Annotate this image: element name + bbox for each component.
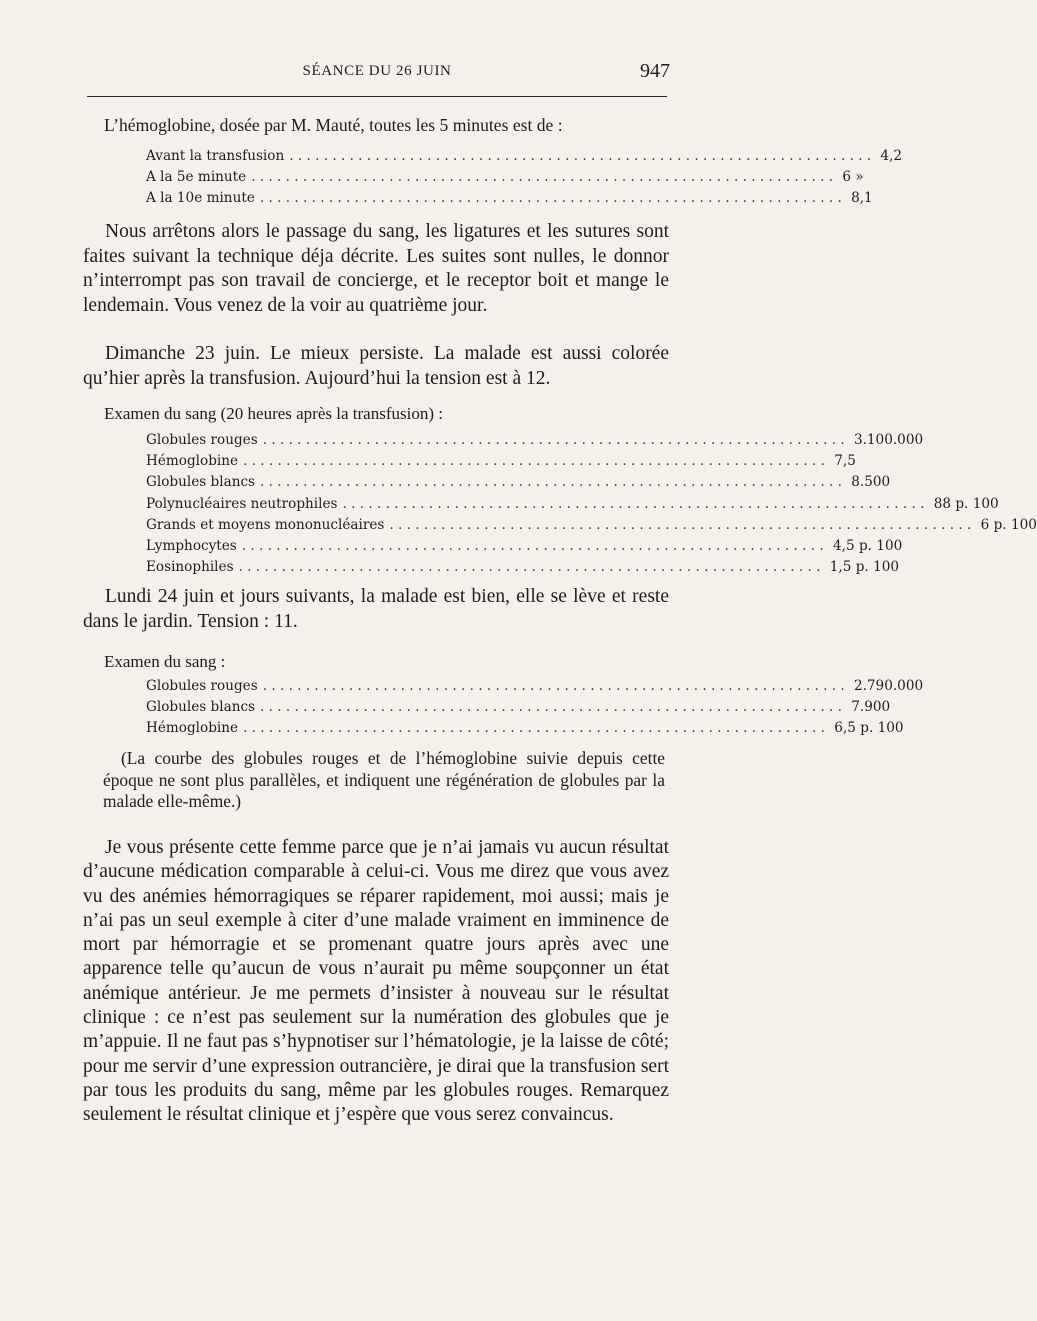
row-label: Globules rouges [146, 678, 258, 694]
leader-dots: .................................................................... [389, 516, 976, 533]
row-value: 4,5 p. 100 [833, 537, 903, 554]
leader-dots: .................................................................... [262, 678, 849, 694]
row-value: 1,5 p. 100 [829, 559, 900, 576]
table-row [146, 494, 999, 515]
row-value: 6 p. 100 [980, 516, 1037, 533]
exam2-table [146, 676, 924, 740]
row-label: Grands et moyens mononucléaires [146, 516, 385, 533]
leader-dots: .................................................................... [260, 699, 847, 716]
leader-dots: .................................................................... [238, 559, 825, 576]
table-row [146, 536, 903, 557]
row-label: Polynucléaires neutrophiles [146, 495, 338, 512]
leader-dots: .................................................................... [342, 495, 929, 512]
leader-dots: .................................................................... [259, 190, 847, 207]
table-row [146, 515, 1037, 536]
row-value: 8,1 [851, 190, 873, 207]
row-label: Globules blancs [146, 474, 256, 491]
leader-dots: .................................................................... [251, 169, 838, 186]
leader-dots: .................................................................... [241, 537, 829, 554]
leader-dots: .................................................................... [243, 720, 830, 737]
header-title: SÉANCE DU 26 JUIN [302, 63, 452, 79]
table-row [146, 451, 856, 472]
paragraph-2: Dimanche 23 juin. Le mieux persiste. La malade est aussi colorée qu’hier après la transfusion. Aujourd’hui la tension est à 12. [83, 343, 669, 389]
paragraph-4: Je vous présente cette femme parce que je n’ai jamais vu aucun résultat d’aucune médication comparable à celui-ci. Vous me direz que vous avez vu des anémies hémorragiques se réparer rapidement, moi aussi; mais je n’ai pas un seul exemple à citer d’une malade vraiment en imminence de mort par hémorragie et se promenant quatre jours après avec une apparence telle qu’aucun de vous n’aurait pu même soupçonner un état anémique antérieur. Je me permets d’insister à nouveau sur le résultat clinique : ce n’est pas seulement sur la numération des globules que je m’appuie. Il ne faut pas s’hypnotiser sur l’hématologie, je la laisse de côté; pour me servir d’une expression outrancière, je dirai que la transfusion sert par tous les produits du sang, même par les globules rouges. Remarquez seulement le résultat clinique et j’espère que vous serez convaincus. [83, 837, 669, 1126]
hemoglobin-intro: L’hémoglobine, dosée par M. Mauté, toutes les 5 minutes est de : [104, 115, 563, 135]
row-value: 7.900 [851, 699, 891, 716]
table-row [146, 430, 924, 451]
table-row [146, 167, 864, 188]
leader-dots: .................................................................... [262, 432, 849, 448]
table-row [146, 697, 891, 718]
leader-dots: .................................................................... [260, 474, 847, 491]
row-label: A la 5e minute [146, 169, 247, 186]
hemoglobin-table [146, 146, 903, 210]
table-row [146, 676, 924, 697]
row-value: 4,2 [880, 148, 903, 164]
header-rule [87, 96, 667, 97]
row-label: Avant la transfusion [146, 148, 285, 164]
table-row [146, 146, 903, 167]
row-label: Hémoglobine [146, 720, 239, 737]
row-label: A la 10e minute [146, 190, 255, 207]
paragraph-3: Lundi 24 juin et jours suivants, la malade est bien, elle se lève et reste dans le jardin. Tension : 11. [83, 586, 669, 632]
table-row [146, 188, 873, 209]
note-paragraph: (La courbe des globules rouges et de l’hémoglobine suivie depuis cette époque ne sont plus parallèles, et indiquent une régénération de globules par la malade elle-même.) [103, 748, 665, 811]
paragraph-1: Nous arrêtons alors le passage du sang, les ligatures et les sutures sont faites suivant la technique déja décrite. Les suites sont nulles, le donnor n’interrompt pas son travail de concierge, et le receptor boit et mange le lendemain. Vous venez de la voir au quatrième jour. [83, 221, 669, 316]
row-label: Globules blancs [146, 699, 256, 716]
row-value: 88 p. 100 [933, 495, 999, 512]
running-header [84, 58, 670, 88]
table-row [146, 472, 891, 493]
table-row [146, 718, 904, 739]
exam2-intro: Examen du sang : [104, 652, 226, 671]
row-value: 2.790.000 [853, 678, 924, 694]
row-value: 6,5 p. 100 [834, 720, 904, 737]
page-number: 947 [640, 60, 670, 82]
exam1-table [146, 430, 1037, 578]
row-label: Eosinophiles [146, 559, 234, 576]
row-label: Globules rouges [146, 432, 258, 448]
table-row [146, 557, 900, 578]
leader-dots: .................................................................... [289, 148, 876, 164]
row-value: 6 » [842, 169, 864, 186]
row-value: 8.500 [851, 474, 891, 491]
row-label: Hémoglobine [146, 453, 239, 470]
exam1-intro: Examen du sang (20 heures après la transfusion) : [104, 404, 443, 423]
leader-dots: .................................................................... [243, 453, 830, 470]
row-value: 7,5 [834, 453, 856, 470]
row-label: Lymphocytes [146, 537, 237, 554]
row-value: 3.100.000 [853, 432, 924, 448]
